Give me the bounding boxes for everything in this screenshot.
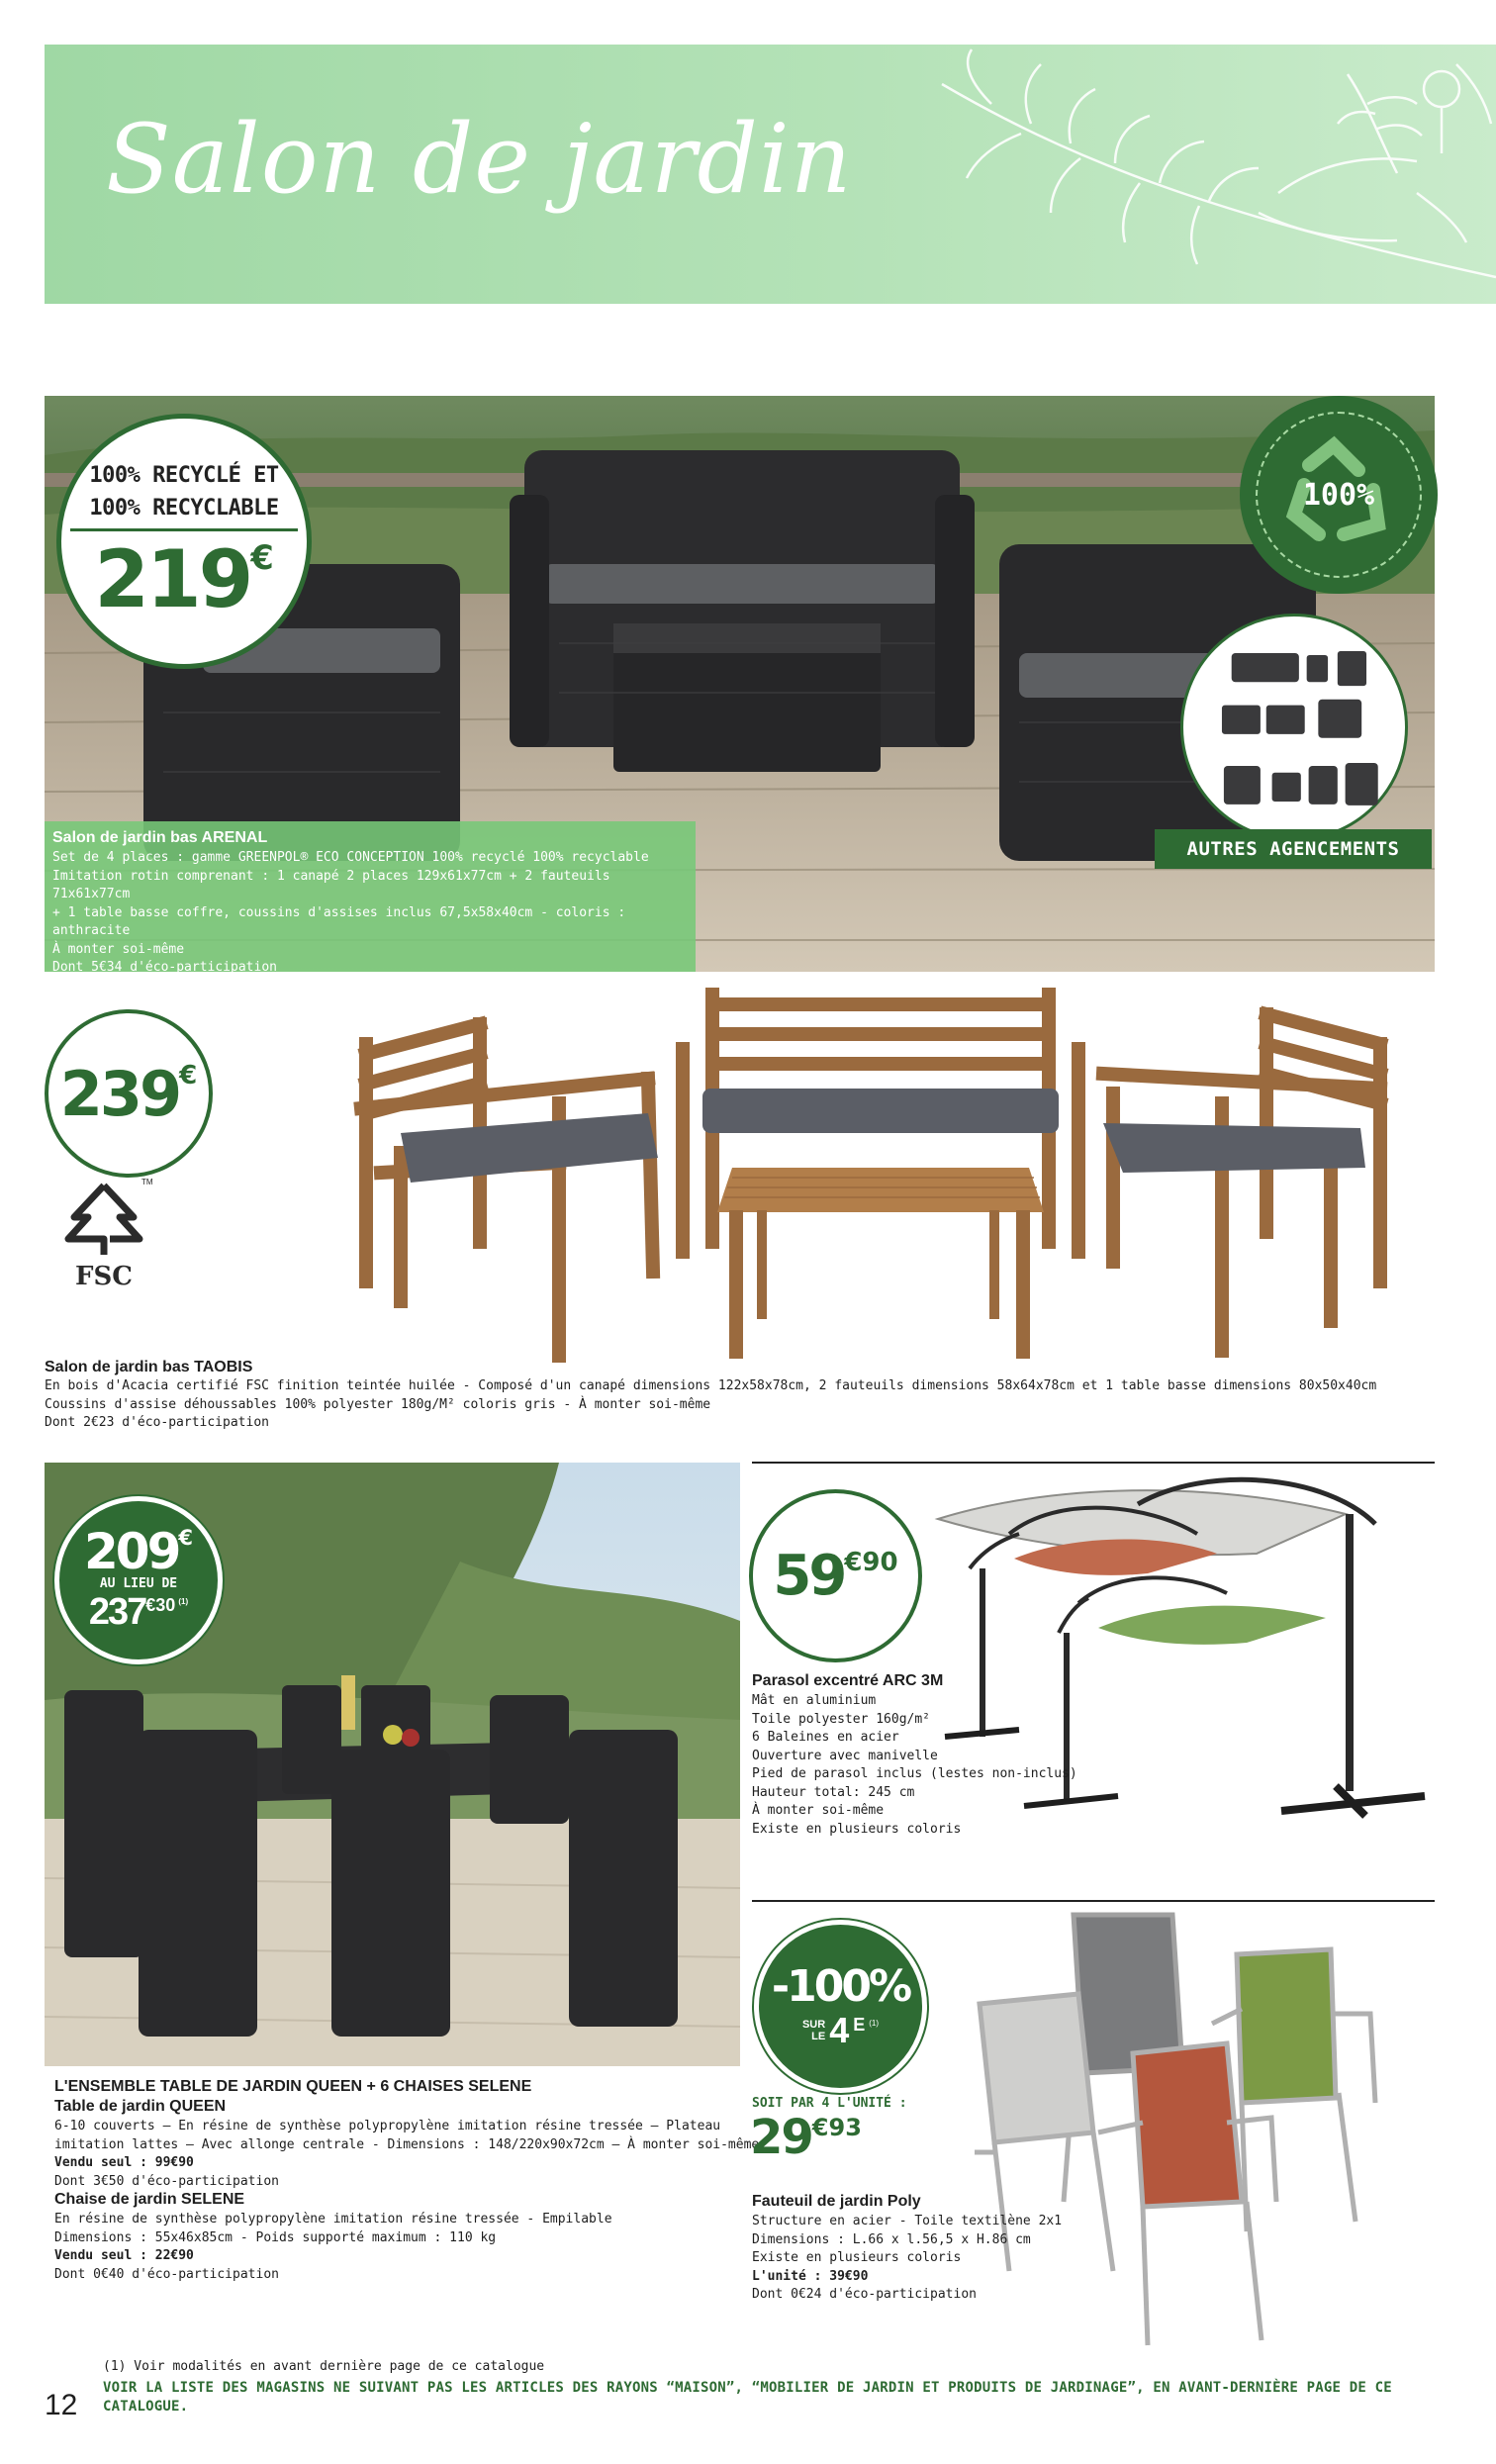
parasol-price-badge bbox=[749, 1489, 922, 1662]
taobis-description bbox=[45, 1359, 1376, 1433]
parasol-line: Pied de parasol inclus (lestes non-inclus) bbox=[752, 1766, 1077, 1781]
poly-unit-price-value: 29 bbox=[750, 2110, 812, 2165]
other-layouts-label bbox=[1155, 829, 1432, 869]
other-layouts-text: AUTRES AGENCEMENTS bbox=[1186, 838, 1400, 860]
queen-old-price-cents: €30 bbox=[145, 1595, 176, 1615]
taobis-photo bbox=[341, 985, 1400, 1375]
parasol-price bbox=[773, 1544, 897, 1608]
taobis-line: En bois d'Acacia certifié FSC finition teintée huilée - Composé d'un canapé dimensions 122x58x78cm, 2 fauteuils dimensions 58x64x78cm et 1 table basse dimensions 80x50x40cm bbox=[45, 1378, 1377, 1393]
arenal-line: À monter soi-même bbox=[52, 941, 185, 957]
arenal-price bbox=[94, 533, 273, 625]
page-number: 12 bbox=[45, 2389, 78, 2421]
taobis-title: Salon de jardin bas TAOBIS bbox=[45, 1359, 253, 1375]
queen-instead-label: AU LIEU DE bbox=[99, 1576, 178, 1591]
arenal-line: Dont 5€34 d'éco-participation bbox=[52, 960, 277, 975]
taobis-price-value: 239 bbox=[59, 1057, 180, 1130]
fsc-text: FSC bbox=[75, 1262, 133, 1291]
parasol-line: Mât en aluminium bbox=[752, 1693, 877, 1708]
parasol-price-cents: €90 bbox=[844, 1547, 898, 1577]
poly-sur: SUR bbox=[801, 2019, 826, 2031]
parasol-description bbox=[752, 1672, 1077, 1839]
queen-table-price: Vendu seul : 99€90 bbox=[54, 2155, 194, 2170]
poly-nth: 4 bbox=[829, 2010, 850, 2050]
arenal-price-currency: € bbox=[250, 538, 274, 578]
badge-divider bbox=[70, 528, 298, 531]
poly-line: Dimensions : L.66 x l.56,5 x H.86 cm bbox=[752, 2231, 1031, 2247]
parasol-price-value: 59 bbox=[773, 1544, 845, 1608]
queen-chair-title: Chaise de jardin SELENE bbox=[54, 2191, 245, 2208]
fsc-tree-icon bbox=[54, 1178, 153, 1257]
poly-title: Fauteuil de jardin Poly bbox=[752, 2193, 921, 2210]
queen-chair-line: En résine de synthèse polypropylène imitation résine tressée - Empilable bbox=[54, 2212, 612, 2227]
other-layouts-circle bbox=[1180, 614, 1408, 841]
queen-price-value: 209 bbox=[84, 1523, 179, 1580]
queen-table-eco: Dont 3€50 d'éco-participation bbox=[54, 2173, 279, 2189]
arenal-badge-line2: 100% RECYCLABLE bbox=[89, 496, 279, 521]
queen-table-line: 6-10 couverts – En résine de synthèse polypropylène imitation résine tressée – Plateau bbox=[54, 2119, 721, 2133]
poly-per-unit-label: SOIT PAR 4 L'UNITÉ : bbox=[752, 2096, 907, 2111]
parasol-title: Parasol excentré ARC 3M bbox=[752, 1672, 944, 1689]
arenal-price-value: 219 bbox=[94, 533, 251, 625]
queen-chair-eco: Dont 0€40 d'éco-participation bbox=[54, 2266, 279, 2282]
poly-discount: -100% bbox=[771, 1961, 910, 2012]
parasol-line: Existe en plusieurs coloris bbox=[752, 1821, 962, 1837]
eco-badge-value: 100% bbox=[1302, 477, 1375, 513]
poly-nth-suffix: E bbox=[853, 2014, 866, 2035]
leaf-decoration-icon bbox=[902, 45, 1496, 304]
taobis-line: Coussins d'assise déhoussables 100% polyester 180g/M² coloris gris - À monter soi-même bbox=[45, 1396, 711, 1412]
parasol-line: 6 Baleines en acier bbox=[752, 1730, 899, 1745]
arenal-details bbox=[52, 849, 688, 978]
poly-description bbox=[752, 2193, 1062, 2305]
parasol-top-rule bbox=[752, 1462, 1435, 1464]
taobis-price bbox=[60, 1058, 198, 1130]
poly-unit-price bbox=[750, 2110, 862, 2165]
queen-chair-line: Dimensions : 55x46x85cm - Poids supporté maximum : 110 kg bbox=[54, 2229, 497, 2245]
taobis-price-currency: € bbox=[179, 1061, 198, 1091]
queen-price-currency: € bbox=[178, 1526, 193, 1551]
poly-unit-price-cents: €93 bbox=[811, 2113, 862, 2141]
fsc-tm: TM bbox=[141, 1178, 153, 1186]
poly-unit-label: L'unité : 39€90 bbox=[752, 2268, 869, 2284]
taobis-price-badge bbox=[45, 1009, 213, 1178]
poly-eco: Dont 0€24 d'éco-participation bbox=[752, 2287, 977, 2302]
queen-price-badge bbox=[54, 1496, 223, 1664]
arenal-line: Imitation rotin comprenant : 1 canapé 2 places 129x61x77cm + 2 fauteuils 71x61x77cm bbox=[52, 868, 610, 901]
arenal-price-badge bbox=[56, 414, 312, 669]
header-banner bbox=[45, 45, 1496, 304]
arenal-badge-line1: 100% RECYCLÉ ET bbox=[89, 463, 279, 488]
parasol-line: À monter soi-même bbox=[752, 1803, 885, 1818]
queen-old-price bbox=[89, 1591, 188, 1634]
parasol-line: Ouverture avec manivelle bbox=[752, 1748, 938, 1763]
queen-price bbox=[84, 1523, 193, 1580]
parasol-line: Hauteur total: 245 cm bbox=[752, 1784, 915, 1800]
queen-old-price-value: 237 bbox=[88, 1591, 146, 1633]
parasol-line: Toile polyester 160g/m² bbox=[752, 1711, 931, 1727]
poly-offer-detail bbox=[802, 2010, 879, 2051]
footer-note: (1) Voir modalités en avant dernière page de ce catalogue bbox=[103, 2359, 545, 2374]
arenal-title: Salon de jardin bas ARENAL bbox=[52, 829, 268, 846]
taobis-line: Dont 2€23 d'éco-participation bbox=[45, 1415, 269, 1430]
footer-store-list-note: VOIR LA LISTE DES MAGASINS NE SUIVANT PAS LES ARTICLES DES RAYONS “MAISON”, “MOBILIER DE JARDIN ET PRODUITS DE JARDINAGE”, EN AVANT-DERNIÈRE PAGE DE CE CATALOGUE. bbox=[103, 2380, 1392, 2415]
fsc-logo bbox=[54, 1178, 153, 1291]
page-title: Salon de jardin bbox=[106, 104, 853, 215]
queen-title: L'ENSEMBLE TABLE DE JARDIN QUEEN + 6 CHAISES SELENE bbox=[54, 2078, 532, 2095]
arenal-line: + 1 table basse coffre, coussins d'assises inclus 67,5x58x40cm - coloris : anthracite bbox=[52, 904, 626, 938]
queen-table-line: imitation lattes – Avec allonge centrale - Dimensions : 148/220x90x72cm – À monter soi-même bbox=[54, 2136, 760, 2152]
arenal-description-panel bbox=[45, 821, 696, 975]
recycled-seal bbox=[1240, 396, 1438, 594]
poly-nth-note: (1) bbox=[869, 2018, 880, 2028]
arenal-line: Set de 4 places : gamme GREENPOL® ECO CONCEPTION 100% recyclé 100% recyclable bbox=[52, 850, 649, 865]
queen-chair-price: Vendu seul : 22€90 bbox=[54, 2248, 194, 2263]
poly-top-rule bbox=[752, 1900, 1435, 1902]
poly-discount-badge bbox=[754, 1920, 927, 2093]
queen-description bbox=[54, 2078, 759, 2284]
poly-le: LE bbox=[811, 2031, 826, 2042]
queen-table-title: Table de jardin QUEEN bbox=[54, 2098, 227, 2115]
poly-line: Structure en acier - Toile textilène 2x1 bbox=[752, 2214, 1063, 2228]
layout-thumbnails-icon bbox=[1183, 616, 1405, 838]
queen-old-price-note: (1) bbox=[178, 1597, 189, 1606]
poly-line: Existe en plusieurs coloris bbox=[752, 2250, 962, 2265]
